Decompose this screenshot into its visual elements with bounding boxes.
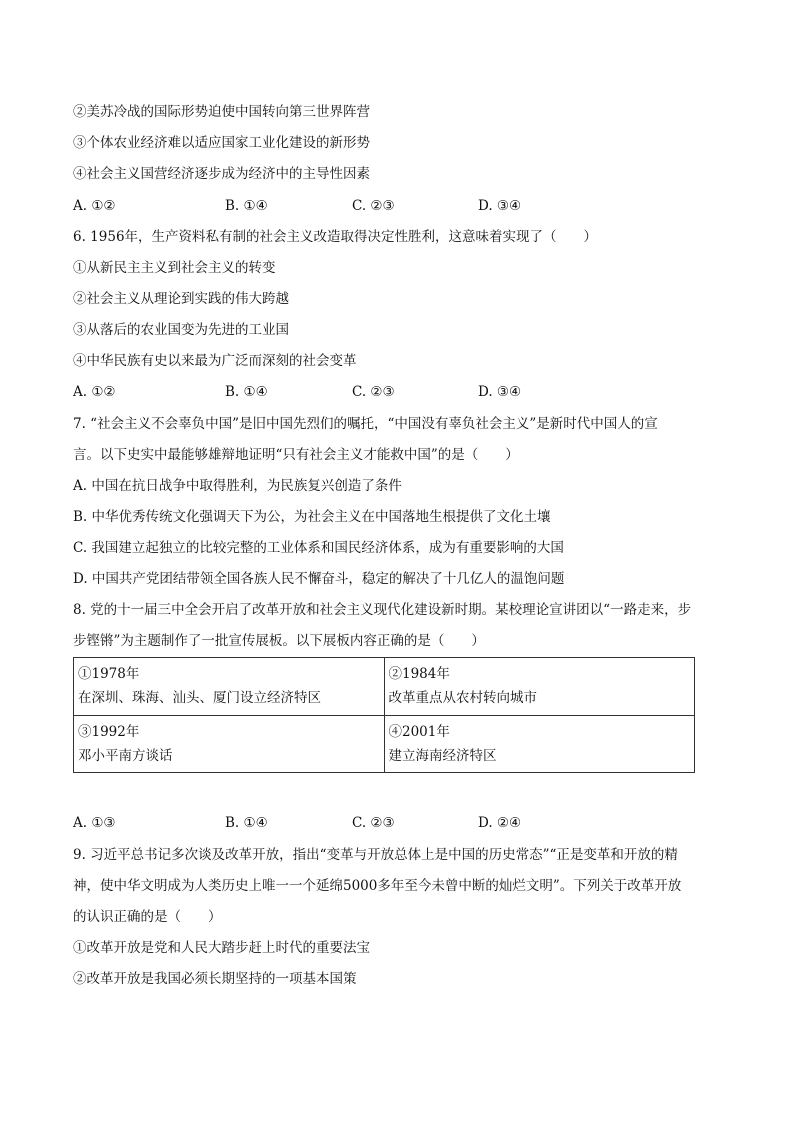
q6-option-c[interactable]: C. ②③ [352, 384, 395, 400]
q7-choice-b[interactable]: B. 中华优秀传统文化强调天下为公，为社会主义在中国落地生根提供了文化土壤 [73, 509, 551, 525]
q9-stem-line-3: 的认识正确的是（ ） [73, 909, 222, 925]
q8-option-a[interactable]: A. ①③ [73, 815, 116, 831]
table-cell [384, 658, 695, 716]
q5-option-a[interactable]: A. ①② [73, 198, 116, 214]
cell-year: ①1978年 [78, 666, 140, 682]
q8-option-d[interactable]: D. ②④ [478, 815, 522, 831]
q5-item-3: ③个体农业经济难以适应国家工业化建设的新形势 [73, 135, 370, 151]
q7-choice-a[interactable]: A. 中国在抗日战争中取得胜利，为民族复兴创造了条件 [73, 478, 402, 494]
q6-option-a[interactable]: A. ①② [73, 384, 116, 400]
q6-item-2: ②社会主义从理论到实践的伟大跨越 [73, 291, 289, 307]
q8-option-b[interactable]: B. ①④ [225, 815, 268, 831]
q8-exhibit-table [73, 657, 695, 773]
table-cell [384, 715, 695, 773]
cell-event: 建立海南经济特区 [388, 747, 497, 764]
q5-option-d[interactable]: D. ③④ [478, 198, 522, 214]
q8-options [73, 813, 693, 833]
q5-option-c[interactable]: C. ②③ [352, 198, 395, 214]
q6-stem: 6. 1956年，生产资料私有制的社会主义改造取得决定性胜利，这意味着实现了（ ） [73, 229, 598, 245]
q6-item-1: ①从新民主主义到社会主义的转变 [73, 260, 276, 276]
q9-item-2: ②改革开放是我国必须长期坚持的一项基本国策 [73, 971, 357, 987]
q6-options [73, 382, 693, 402]
q7-choice-c[interactable]: C. 我国建立起独立的比较完整的工业体系和国民经济体系，成为有重要影响的大国 [73, 540, 564, 556]
q9-stem-line-1: 9. 习近平总书记多次谈及改革开放，指出“变革与开放总体上是中国的历史常态”“正是变革和开放的精 [73, 847, 678, 863]
q8-option-c[interactable]: C. ②③ [352, 815, 395, 831]
q9-stem-line-2: 神，使中华文明成为人类历史上唯一一个延绵5000多年至今未曾中断的灿烂文明”。下列关于改革开放 [73, 878, 682, 894]
cell-event: 在深圳、珠海、汕头、厦门设立经济特区 [78, 690, 321, 706]
q8-stem-line-1: 8. 党的十一届三中全会开启了改革开放和社会主义现代化建设新时期。某校理论宣讲团以“一路走来，步 [73, 602, 692, 618]
q7-choice-d[interactable]: D. 中国共产党团结带领全国各族人民不懈奋斗，稳定的解决了十几亿人的温饱问题 [73, 571, 565, 587]
table-row [74, 658, 695, 716]
q6-item-3: ③从落后的农业国变为先进的工业国 [73, 322, 289, 338]
table-cell [74, 715, 385, 773]
table-cell [74, 658, 385, 716]
cell-event: 改革重点从农村转向城市 [388, 690, 537, 706]
cell-year: ④2001年 [388, 723, 450, 740]
table-row [74, 715, 695, 773]
q6-option-d[interactable]: D. ③④ [478, 384, 522, 400]
q9-item-1: ①改革开放是党和人民大踏步赶上时代的重要法宝 [73, 940, 370, 956]
q7-stem-line-2: 言。以下史实中最能够雄辩地证明“只有社会主义才能救中国”的是（ ） [73, 447, 519, 463]
cell-year: ③1992年 [78, 723, 140, 740]
q8-stem-line-2: 步铿锵”为主题制作了一批宣传展板。以下展板内容正确的是（ ） [73, 633, 485, 649]
q5-item-2: ②美苏冷战的国际形势迫使中国转向第三世界阵营 [73, 104, 370, 120]
q6-item-4: ④中华民族有史以来最为广泛而深刻的社会变革 [73, 353, 357, 369]
cell-year: ②1984年 [388, 666, 450, 682]
q5-option-b[interactable]: B. ①④ [225, 198, 268, 214]
q7-stem-line-1: 7. “社会主义不会辜负中国”是旧中国先烈们的嘱托，“中国没有辜负社会主义”是新时代中国人的宣 [73, 416, 658, 432]
q5-item-4: ④社会主义国营经济逐步成为经济中的主导性因素 [73, 166, 370, 182]
q6-option-b[interactable]: B. ①④ [225, 384, 268, 400]
cell-event: 邓小平南方谈话 [78, 747, 173, 764]
q5-options [73, 196, 693, 216]
